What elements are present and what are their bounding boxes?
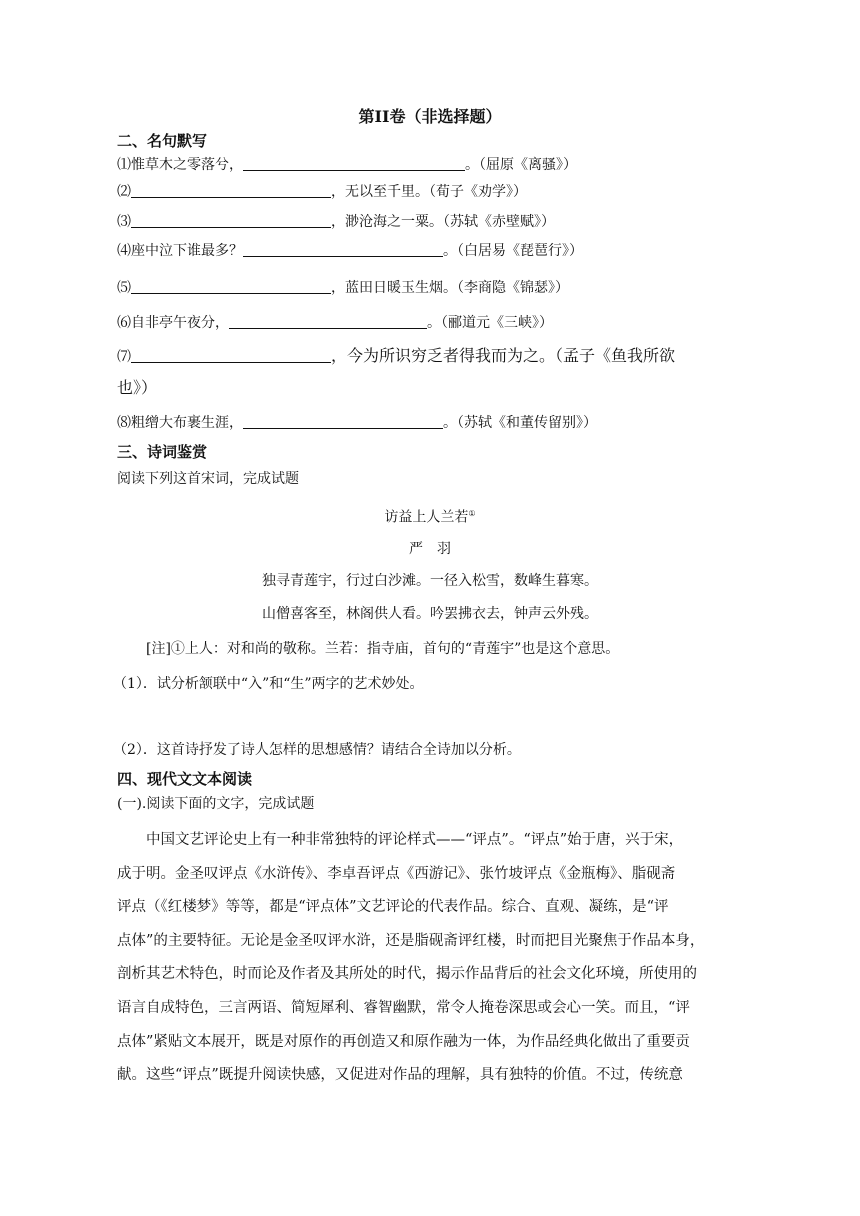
page-title: 第II卷（非选择题） — [358, 107, 502, 126]
section-heading-fill-in: 二、名句默写 — [117, 132, 208, 150]
reading-subheading: (一).阅读下面的文字，完成试题 — [117, 796, 315, 812]
question-prefix: ⑹自非亭午夜分， — [117, 315, 229, 331]
question-item-4 — [117, 241, 583, 261]
section-heading-poetry: 三、诗词鉴赏 — [117, 443, 208, 461]
question-item-8 — [117, 413, 597, 433]
answer-blank[interactable] — [131, 183, 331, 198]
question-prefix: ⑺ — [117, 349, 131, 365]
question-suffix: ，无以至千里。（荀子《劝学》） — [331, 184, 527, 200]
question-prefix: ⑻粗缯大布裹生涯， — [117, 415, 243, 431]
question-prefix: ⑸ — [117, 280, 131, 296]
passage-line: 献。这些“评点”既提升阅读快感，又促进对作品的理解，具有独特的价值。不过，传统意 — [117, 1067, 683, 1084]
passage-line: 点体”紧贴文本展开，既是对原作的再创造又和原作融为一体，为作品经典化做出了重要贡 — [117, 1033, 690, 1050]
question-prefix: ⑶ — [117, 214, 131, 230]
passage-line: 语言自成特色，三言两语、简短犀利、睿智幽默，常令人掩卷深思或会心一笑。而且，“评 — [117, 999, 690, 1016]
question-suffix: 。（白居易《琵琶行》） — [443, 243, 583, 259]
question-item-7 — [117, 346, 675, 367]
question-item-5 — [117, 278, 569, 298]
poem-line-2: 山僧喜客至，林阁供人看。吟罢拂衣去，钟声云外残。 — [262, 606, 598, 622]
passage-line: 剖析其艺术特色，时而论及作者及其所处的时代，揭示作品背后的社会文化环境，所使用的 — [117, 966, 697, 983]
question-item-3 — [117, 212, 555, 232]
answer-blank[interactable] — [131, 348, 331, 363]
footnote-marker: ① — [468, 509, 476, 518]
passage-line: 中国文艺评论史上有一种非常独特的评论样式——“评点”。“评点”始于唐，兴于宋， — [146, 832, 684, 848]
reading-passage — [117, 824, 745, 1093]
answer-blank[interactable] — [131, 279, 331, 294]
answer-blank[interactable] — [131, 213, 331, 228]
question-suffix: 。（屈原《离骚》） — [465, 157, 577, 173]
answer-blank[interactable] — [229, 314, 427, 329]
question-suffix: ，渺沧海之一粟。（苏轼《赤壁赋》） — [331, 214, 555, 230]
poem-line-1: 独寻青莲宇，行过白沙滩。一径入松雪，数峰生暮寒。 — [262, 573, 598, 589]
passage-line: 点体”的主要特征。无论是金圣叹评水浒，还是脂砚斋评红楼，时而把目光聚焦于作品本身， — [117, 932, 705, 949]
question-poetry-2: （2）．这首诗抒发了诗人怎样的思想感情？请结合全诗加以分析。 — [113, 742, 521, 758]
question-suffix: 。（郦道元《三峡》） — [427, 315, 553, 331]
passage-line: 成于明。金圣叹评点《水浒传》、李卓吾评点《西游记》、张竹坡评点《金瓶梅》、脂砚斋 — [117, 865, 676, 882]
question-prefix: ⑵ — [117, 184, 131, 200]
question-item-7-cont: 也》） — [117, 378, 158, 397]
poem-title: 访益上人兰若① — [384, 509, 476, 526]
section-intro: 阅读下列这首宋词，完成试题 — [117, 471, 299, 487]
question-prefix: ⑷座中泣下谁最多？ — [117, 243, 243, 259]
poem-note: [注]①上人：对和尚的敬称。兰若：指寺庙，首句的“青莲宇”也是这个意思。 — [146, 641, 620, 657]
question-item-2 — [117, 182, 527, 202]
question-suffix: ，今为所识穷乏者得我而为之。（孟子《鱼我所欲 — [331, 346, 676, 365]
section-heading-reading: 四、现代文文本阅读 — [117, 770, 253, 788]
answer-blank[interactable] — [243, 156, 465, 171]
question-suffix: ，蓝田日暖玉生烟。（李商隐《锦瑟》） — [331, 280, 569, 296]
question-suffix: 。（苏轼《和董传留别》） — [443, 415, 597, 431]
question-poetry-1: （1）．试分析颔联中“入”和“生”两字的艺术妙处。 — [113, 676, 424, 692]
answer-blank[interactable] — [243, 242, 443, 257]
poem-author: 严 羽 — [409, 541, 451, 557]
question-prefix: ⑴惟草木之零落兮， — [117, 157, 243, 173]
question-item-6 — [117, 313, 553, 333]
answer-blank[interactable] — [243, 414, 443, 429]
question-item-1 — [117, 155, 577, 175]
passage-line: 评点（《红楼梦》等等，都是“评点体”文艺评论的代表作品。综合、直观、凝练，是“评 — [117, 899, 669, 916]
